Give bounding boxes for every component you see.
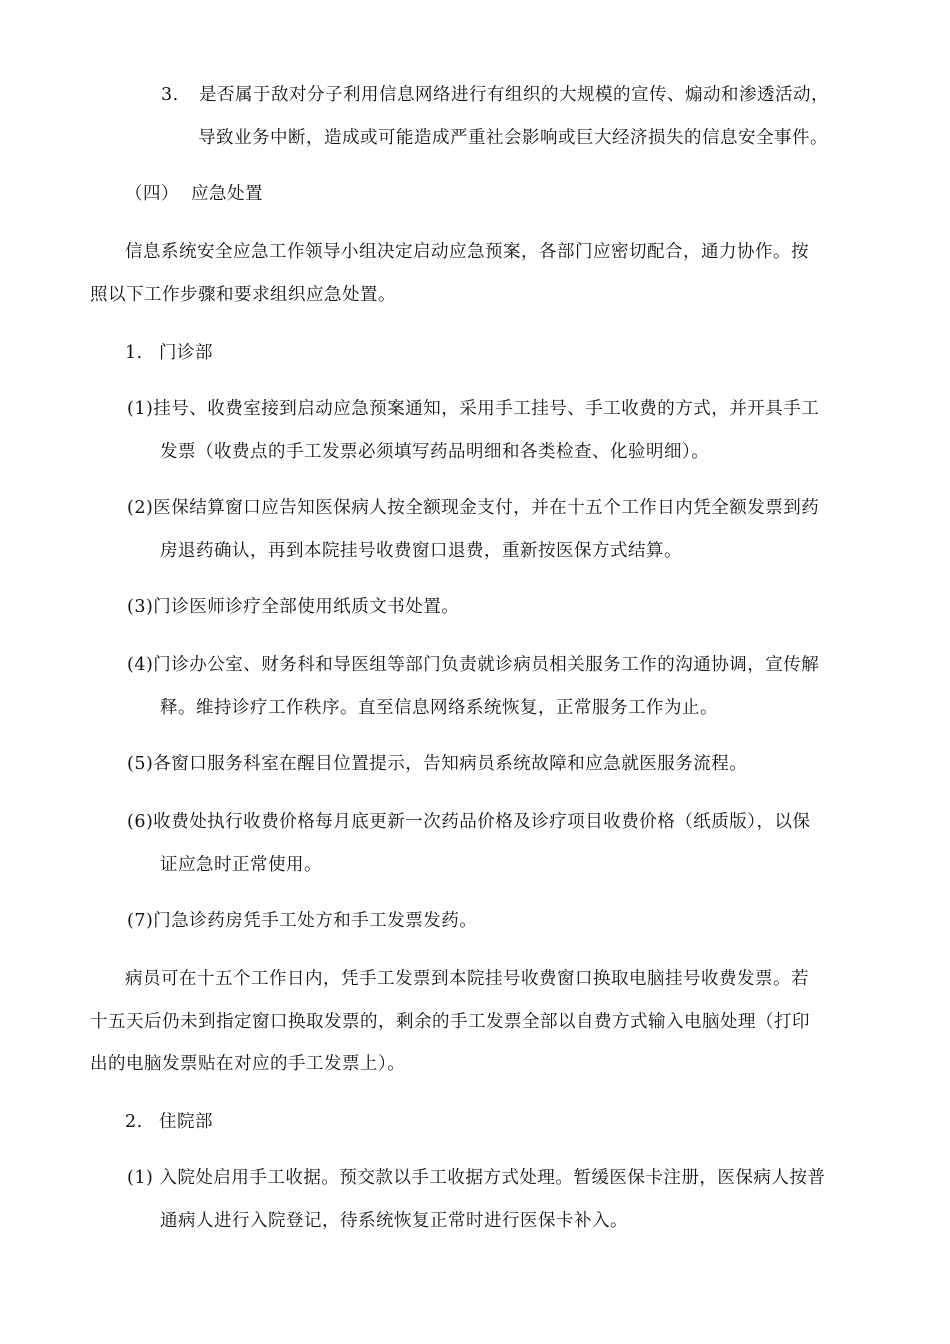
section-4-title: 应急处置	[191, 184, 263, 204]
item-3-line-1	[161, 83, 829, 107]
outpatient-item-2-line-1: (2)医保结算窗口应告知医保病人按全额现金支付，并在十五个工作日内凭全额发票到药	[127, 498, 820, 518]
intro-line-2: 照以下工作步骤和要求组织应急处置。	[90, 285, 396, 305]
outpatient-item-5-line-1: (5)各窗口服务科室在醒目位置提示，告知病员系统故障和应急就医服务流程。	[127, 754, 748, 774]
patient-note-line-1: 病员可在十五个工作日内，凭手工发票到本院挂号收费窗口换取电脑挂号收费发票。若	[125, 969, 809, 989]
outpatient-number: 1.	[125, 343, 143, 363]
patient-note-line-3: 出的电脑发票贴在对应的手工发票上）。	[90, 1054, 406, 1074]
outpatient-item-6-line-1: (6)收费处执行收费价格每月底更新一次药品价格及诊疗项目收费价格（纸质版），以保	[127, 812, 811, 832]
outpatient-item-1-line-2: 发票（收费点的手工发票必须填写药品明细和各类检查、化验明细）。	[160, 442, 710, 462]
outpatient-item-7-line-1: (7)门急诊药房凭手工处方和手工发票发药。	[127, 911, 478, 931]
section-4-number: （四）	[125, 184, 179, 204]
outpatient-item-4-line-2: 释。维持诊疗工作秩序。直至信息网络系统恢复，正常服务工作为止。	[160, 698, 718, 718]
outpatient-item-4-line-1: (4)门诊办公室、财务科和导医组等部门负责就诊病员相关服务工作的沟通协调，宣传解	[127, 655, 820, 675]
item-3-line-2: 导致业务中断，造成或可能造成严重社会影响或巨大经济损失的信息安全事件。	[198, 128, 828, 148]
item-3-text-line-1: 是否属于敌对分子利用信息网络进行有组织的大规模的宣传、煽动和渗透活动，	[199, 85, 829, 105]
outpatient-item-6-line-2: 证应急时正常使用。	[160, 855, 322, 875]
outpatient-heading	[125, 341, 213, 365]
inpatient-number: 2.	[125, 1112, 143, 1132]
inpatient-item-1-line-1: (1) 入院处启用手工收据。预交款以手工收据方式处理。暂缓医保卡注册，医保病人按普	[127, 1168, 826, 1188]
outpatient-item-1-line-1: (1)挂号、收费室接到启动应急预案通知，采用手工挂号、手工收费的方式，并开具手工	[127, 399, 820, 419]
outpatient-title: 门诊部	[159, 343, 213, 363]
intro-line-1: 信息系统安全应急工作领导小组决定启动应急预案，各部门应密切配合，通力协作。按	[125, 242, 809, 262]
patient-note-line-2: 十五天后仍未到指定窗口换取发票的，剩余的手工发票全部以自费方式输入电脑处理（打印	[90, 1012, 810, 1032]
outpatient-item-2-line-2: 房退药确认，再到本院挂号收费窗口退费，重新按医保方式结算。	[160, 541, 682, 561]
outpatient-item-3-line-1: (3)门诊医师诊疗全部使用纸质文书处置。	[127, 597, 460, 617]
item-3-number: 3.	[161, 85, 179, 105]
section-4-heading	[125, 182, 263, 206]
inpatient-heading	[125, 1110, 213, 1134]
inpatient-item-1-line-2: 通病人进行入院登记，待系统恢复正常时进行医保卡补入。	[160, 1211, 628, 1231]
inpatient-title: 住院部	[159, 1112, 213, 1132]
